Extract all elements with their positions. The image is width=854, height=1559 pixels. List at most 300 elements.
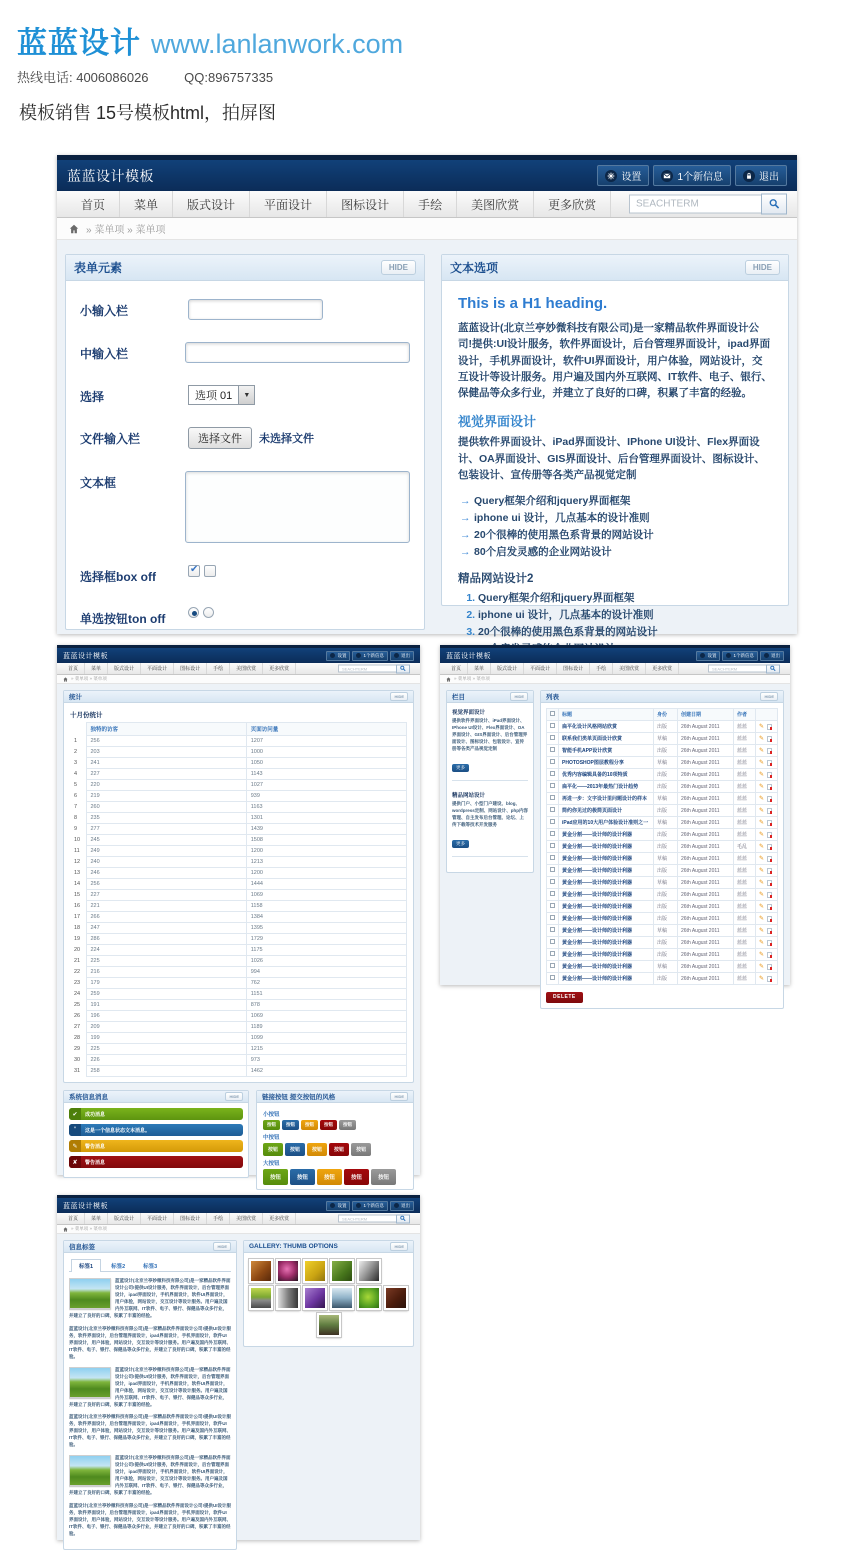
link-button[interactable]: 按钮 [263, 1143, 283, 1156]
link-button[interactable]: 按钮 [371, 1169, 396, 1185]
nav-item[interactable]: 版式设计 [108, 1213, 141, 1224]
stats-row [70, 747, 407, 758]
nav-item[interactable]: 更多欣赏 [263, 1213, 296, 1224]
panel-header [447, 691, 533, 703]
settings-button[interactable] [326, 651, 350, 661]
messages-button[interactable] [653, 165, 731, 186]
stats-row [70, 912, 407, 923]
checkbox-checked[interactable] [188, 565, 200, 577]
field-label: 单选按钮ton off [80, 612, 166, 626]
nav-item[interactable]: 版式设计 [491, 663, 524, 674]
home-icon[interactable] [69, 224, 79, 234]
arrow-link-item[interactable]: → 80个启发灵感的企业网站设计 [458, 544, 772, 561]
search-input[interactable] [338, 1215, 396, 1223]
breadcrumb [57, 675, 420, 684]
breadcrumb-trail[interactable]: » 菜单项 » 菜单项 [71, 1226, 107, 1231]
link-button[interactable]: 按钮 [282, 1120, 299, 1130]
link-button[interactable]: 按钮 [339, 1120, 356, 1130]
edit-pencil-icon[interactable]: ✎ [759, 760, 765, 766]
visitors-cell: 209 [86, 1022, 246, 1033]
delete-button[interactable]: DELETE [546, 992, 583, 1003]
author-cell: 蓝蓝 [734, 853, 756, 865]
landscape-thumbnail[interactable] [69, 1367, 111, 1398]
logout-button[interactable] [390, 651, 414, 661]
title-cell[interactable]: 扁平化设计风格网站欣赏 [559, 721, 654, 733]
tab-3[interactable]: 标签3 [143, 1264, 158, 1270]
link-button[interactable]: 按钮 [329, 1143, 349, 1156]
title-cell[interactable]: iPad应用的10大用户体验设计准则之一 [559, 817, 654, 829]
search-button[interactable] [766, 664, 780, 673]
row-checkbox[interactable] [550, 855, 555, 860]
textarea-field[interactable] [185, 471, 410, 543]
hide-button[interactable]: HIDE [745, 260, 780, 275]
actions-cell [756, 721, 778, 733]
panel-title: 文本选项 [450, 261, 499, 275]
row-checkbox-cell [547, 805, 559, 817]
gear-icon [330, 1203, 335, 1208]
row-checkbox[interactable] [550, 939, 555, 944]
pageviews-cell: 1158 [246, 901, 406, 912]
visitors-cell: 227 [86, 769, 246, 780]
edit-pencil-icon[interactable]: ✎ [759, 832, 765, 838]
author-cell: 蓝蓝 [734, 949, 756, 961]
nav-item[interactable]: 图标设计 [327, 191, 404, 217]
qq-number: QQ:896757335 [184, 70, 274, 85]
hide-button[interactable]: HIDE [381, 260, 416, 275]
row-checkbox[interactable] [550, 879, 555, 884]
delete-page-icon[interactable] [767, 952, 772, 958]
breadcrumb-trail[interactable]: » 菜单项 » 菜单项 [454, 676, 490, 681]
list-heading: 精品网站设计2 [458, 573, 534, 586]
actions-cell [756, 973, 778, 985]
row-checkbox[interactable] [550, 783, 555, 788]
more-button[interactable]: 更多 [452, 764, 469, 772]
delete-page-icon[interactable] [767, 724, 772, 730]
date-column-header[interactable]: 创建日期 [678, 709, 734, 721]
nav-item[interactable]: 首页 [67, 191, 120, 217]
title-cell[interactable]: 简约你见过的极简页面设计 [559, 805, 654, 817]
title-cell[interactable]: 黄金分割——设计师的设计利器 [559, 973, 654, 985]
edit-pencil-icon[interactable]: ✎ [759, 904, 765, 910]
breadcrumb-trail[interactable]: » 菜单项 » 菜单项 [71, 676, 107, 681]
row-checkbox[interactable] [550, 915, 555, 920]
app-brand: 蓝蓝设计模板 [446, 652, 491, 660]
tab-1[interactable]: 标签1 [71, 1259, 101, 1272]
arrow-link-list [458, 493, 772, 560]
landscape-thumbnail[interactable] [69, 1455, 111, 1486]
visitors-column-header[interactable]: 独特的访客 [86, 723, 246, 736]
messages-button[interactable] [352, 1201, 388, 1211]
date-cell: 26th August 2011 [678, 745, 734, 757]
nav-item[interactable]: 美图欣赏 [230, 1213, 263, 1224]
link-button[interactable]: 按钮 [351, 1143, 371, 1156]
actions-cell [756, 913, 778, 925]
hide-button[interactable]: HIDE [390, 1242, 408, 1251]
delete-page-icon[interactable] [767, 892, 772, 898]
nav-item[interactable]: 平面设计 [524, 663, 557, 674]
delete-page-icon[interactable] [767, 808, 772, 814]
delete-page-icon[interactable] [767, 964, 772, 970]
field-label: 文本框 [80, 476, 117, 490]
nav-item[interactable]: 首页 [62, 663, 85, 674]
delete-page-icon[interactable] [767, 772, 772, 778]
row-checkbox[interactable] [550, 975, 555, 980]
link-button[interactable]: 按钮 [344, 1169, 369, 1185]
status-column-header[interactable]: 身份 [654, 709, 678, 721]
edit-pencil-icon[interactable]: ✎ [759, 928, 765, 934]
settings-button[interactable] [597, 165, 649, 186]
more-button[interactable]: 更多 [452, 840, 469, 848]
search-input[interactable] [338, 665, 396, 673]
nav-item[interactable]: 图标设计 [557, 663, 590, 674]
hide-button[interactable]: HIDE [390, 692, 408, 701]
small-input-field[interactable] [188, 299, 323, 320]
table-row [547, 913, 778, 925]
mail-icon [356, 653, 361, 658]
stats-row [70, 934, 407, 945]
row-checkbox[interactable] [550, 747, 555, 752]
delete-page-icon[interactable] [767, 940, 772, 946]
visitors-cell: 245 [86, 835, 246, 846]
nav-item[interactable]: 美图欣赏 [230, 663, 263, 674]
panel-header [244, 1241, 413, 1253]
table-row [547, 865, 778, 877]
delete-page-icon[interactable] [767, 856, 772, 862]
sunflower-photo[interactable] [303, 1259, 327, 1283]
nav-item[interactable]: 手绘 [207, 663, 230, 674]
delete-page-icon[interactable] [767, 832, 772, 838]
home-icon[interactable] [446, 677, 451, 682]
app-header [57, 1198, 420, 1213]
landscape-thumbnail[interactable] [69, 1278, 111, 1309]
title-cell[interactable]: 扁平化——2013年最热门设计趋势 [559, 781, 654, 793]
hide-button[interactable]: HIDE [760, 692, 778, 701]
nav-item[interactable]: 平面设计 [250, 191, 327, 217]
search-box [338, 1214, 410, 1223]
status-cell: 出版 [654, 937, 678, 949]
edit-pencil-icon[interactable]: ✎ [759, 952, 765, 958]
logout-button[interactable] [735, 165, 787, 186]
app-brand: 蓝蓝设计模板 [67, 167, 154, 184]
hide-button[interactable]: HIDE [225, 1092, 243, 1101]
logout-button[interactable] [390, 1201, 414, 1211]
link-button[interactable]: 按钮 [307, 1143, 327, 1156]
radio-unselected[interactable] [203, 607, 214, 618]
pageviews-cell: 1200 [246, 846, 406, 857]
row-checkbox[interactable] [550, 807, 555, 812]
delete-page-icon[interactable] [767, 916, 772, 922]
site-header [17, 18, 403, 86]
search-button[interactable] [396, 1214, 410, 1223]
tab-2[interactable]: 标签2 [111, 1264, 126, 1270]
edit-pencil-icon[interactable]: ✎ [759, 940, 765, 946]
edit-pencil-icon[interactable]: ✎ [759, 808, 765, 814]
link-button[interactable]: 按钮 [263, 1120, 280, 1130]
delete-page-icon[interactable] [767, 844, 772, 850]
date-cell: 26th August 2011 [678, 721, 734, 733]
nav-item[interactable]: 更多欣赏 [646, 663, 679, 674]
table-row [547, 901, 778, 913]
title-cell[interactable]: 黄金分割——设计师的设计利器 [559, 841, 654, 853]
table-row [547, 769, 778, 781]
day-cell: 25 [74, 1002, 81, 1008]
row-checkbox[interactable] [550, 891, 555, 896]
actions-cell [756, 865, 778, 877]
breadcrumb [440, 675, 790, 684]
date-cell: 26th August 2011 [678, 949, 734, 961]
arrow-link-item[interactable]: → iphone ui 设计，几点基本的设计准则 [458, 510, 772, 527]
edit-pencil-icon[interactable]: ✎ [759, 736, 765, 742]
alert-message [69, 1156, 243, 1168]
status-cell: 出版 [654, 745, 678, 757]
row-checkbox[interactable] [550, 735, 555, 740]
row-checkbox[interactable] [550, 927, 555, 932]
title-cell[interactable]: 黄金分割——设计师的设计利器 [559, 829, 654, 841]
day-cell: 10 [74, 837, 81, 843]
nav-item[interactable]: 手绘 [590, 663, 613, 674]
row-checkbox[interactable] [550, 963, 555, 968]
row-checkbox[interactable] [550, 771, 555, 776]
title-cell[interactable]: 再进一步：文字设计里问题设计的样本 [559, 793, 654, 805]
search-button[interactable] [761, 194, 787, 215]
select-all-checkbox[interactable] [550, 711, 555, 716]
panel-title: 系统信息消息 [69, 1094, 108, 1101]
radio-selected[interactable] [188, 607, 199, 618]
lock-icon [743, 170, 755, 182]
nav-item[interactable]: 更多欣赏 [263, 663, 296, 674]
forest-falls-photo[interactable] [317, 1313, 341, 1337]
row-checkbox[interactable] [550, 795, 555, 800]
numbered-link-item[interactable]: 3. 20个很棒的使用黑色系背景的网站设计 [478, 624, 772, 641]
author-column-header[interactable]: 作者 [734, 709, 756, 721]
checkbox-unchecked[interactable] [204, 565, 216, 577]
select-dropdown[interactable] [188, 385, 255, 405]
stats-row [70, 802, 407, 813]
edit-pencil-icon[interactable]: ✎ [759, 856, 765, 862]
medium-input-field[interactable] [185, 342, 410, 363]
parrot-photo[interactable] [357, 1286, 381, 1310]
title-cell[interactable]: 黄金分割——设计师的设计利器 [559, 961, 654, 973]
green-moth-photo[interactable] [330, 1259, 354, 1283]
edit-pencil-icon[interactable]: ✎ [759, 964, 765, 970]
nav-item[interactable]: 平面设计 [141, 663, 174, 674]
settings-button[interactable] [696, 651, 720, 661]
messages-button[interactable] [722, 651, 758, 661]
search-button[interactable] [396, 664, 410, 673]
settings-label: 设置 [707, 652, 717, 658]
title-cell[interactable]: 联系我们类单页面设计欣赏 [559, 733, 654, 745]
sidebar-section [452, 791, 528, 857]
author-cell: 蓝蓝 [734, 745, 756, 757]
nav-item[interactable]: 图标设计 [174, 1213, 207, 1224]
link-button[interactable]: 按钮 [290, 1169, 315, 1185]
edit-pencil-icon[interactable]: ✎ [759, 892, 765, 898]
edit-pencil-icon[interactable]: ✎ [759, 748, 765, 754]
home-icon[interactable] [63, 1227, 68, 1232]
pageviews-column-header[interactable]: 页面访问量 [246, 723, 406, 736]
row-checkbox[interactable] [550, 819, 555, 824]
arrow-link-item[interactable]: → Query框架介绍和jquery界面框架 [458, 493, 772, 510]
link-button[interactable]: 按钮 [263, 1169, 288, 1185]
stats-body [64, 703, 413, 1082]
delete-page-icon[interactable] [767, 748, 772, 754]
day-cell: 14 [74, 881, 81, 887]
messages-button[interactable] [352, 651, 388, 661]
row-checkbox[interactable] [550, 831, 555, 836]
purple-bench-photo[interactable] [303, 1286, 327, 1310]
edit-pencil-icon[interactable]: ✎ [759, 724, 765, 730]
author-cell: 蓝蓝 [734, 889, 756, 901]
search-input[interactable] [708, 665, 766, 673]
gear-icon [605, 170, 617, 182]
bw-corridor-photo[interactable] [357, 1259, 381, 1283]
title-cell[interactable]: 智能手机APP设计欣赏 [559, 745, 654, 757]
autumn-path-photo[interactable] [249, 1259, 273, 1283]
link-button[interactable]: 按钮 [317, 1169, 342, 1185]
bw-steps-photo[interactable] [276, 1286, 300, 1310]
field-label: 文件输入栏 [80, 432, 141, 446]
divider [452, 856, 528, 857]
title-cell[interactable]: 黄金分割——设计师的设计利器 [559, 889, 654, 901]
delete-page-icon[interactable] [767, 868, 772, 874]
nav-item[interactable]: 菜单 [85, 663, 108, 674]
settings-button[interactable] [326, 1201, 350, 1211]
edit-pencil-icon[interactable]: ✎ [759, 820, 765, 826]
day-cell: 28 [74, 1035, 81, 1041]
edit-pencil-icon[interactable]: ✎ [759, 784, 765, 790]
nav-item[interactable]: 平面设计 [141, 1213, 174, 1224]
day-column-header [70, 723, 86, 736]
row-checkbox[interactable] [550, 951, 555, 956]
hide-button[interactable]: HIDE [213, 1242, 231, 1251]
link-button[interactable]: 按钮 [320, 1120, 337, 1130]
nav-item[interactable]: 手绘 [404, 191, 457, 217]
title-cell[interactable]: 黄金分割——设计师的设计利器 [559, 925, 654, 937]
row-checkbox[interactable] [550, 723, 555, 728]
alert-icon: ✎ [69, 1140, 81, 1152]
status-cell: 出版 [654, 913, 678, 925]
visitors-cell: 249 [86, 846, 246, 857]
pageviews-cell: 1069 [246, 1011, 406, 1022]
stats-row [70, 1000, 407, 1011]
edit-pencil-icon[interactable]: ✎ [759, 796, 765, 802]
delete-page-icon[interactable] [767, 760, 772, 766]
nav-item[interactable]: 美图欣赏 [613, 663, 646, 674]
stats-row [70, 923, 407, 934]
delete-page-icon[interactable] [767, 904, 772, 910]
stats-row [70, 956, 407, 967]
nav-item[interactable]: 菜单 [85, 1213, 108, 1224]
row-checkbox[interactable] [550, 759, 555, 764]
app-brand: 蓝蓝设计模板 [63, 1202, 108, 1210]
arrow-link-item[interactable]: → 20个很棒的使用黑色系背景的网站设计 [458, 527, 772, 544]
title-cell[interactable]: 黄金分割——设计师的设计利器 [559, 865, 654, 877]
row-checkbox[interactable] [550, 903, 555, 908]
pageviews-cell: 1163 [246, 802, 406, 813]
title-cell[interactable]: 优秀内容编辑具备的10项特质 [559, 769, 654, 781]
edit-pencil-icon[interactable]: ✎ [759, 844, 765, 850]
delete-page-icon[interactable] [767, 820, 772, 826]
delete-page-icon[interactable] [767, 784, 772, 790]
edit-pencil-icon[interactable]: ✎ [759, 772, 765, 778]
system-messages-panel [63, 1090, 249, 1178]
title-cell[interactable]: PHOTOSHOP图层教程分享 [559, 757, 654, 769]
author-cell: 蓝蓝 [734, 793, 756, 805]
small-buttons-row [263, 1120, 407, 1130]
nav-item[interactable]: 手绘 [207, 1213, 230, 1224]
logout-button[interactable] [760, 651, 784, 661]
edit-pencil-icon[interactable]: ✎ [759, 976, 765, 982]
nav-item[interactable]: 更多欣赏 [534, 191, 611, 217]
nav-item[interactable]: 版式设计 [108, 663, 141, 674]
title-column-header[interactable]: 标题 [559, 709, 654, 721]
barrels-photo[interactable] [384, 1286, 408, 1310]
link-button[interactable]: 按钮 [285, 1143, 305, 1156]
delete-page-icon[interactable] [767, 928, 772, 934]
pink-flower-photo[interactable] [276, 1259, 300, 1283]
search-input[interactable] [629, 195, 761, 214]
title-cell[interactable]: 黄金分割——设计师的设计利器 [559, 901, 654, 913]
home-icon[interactable] [63, 677, 68, 682]
delete-page-icon[interactable] [767, 976, 772, 982]
nav-item[interactable]: 图标设计 [174, 663, 207, 674]
pageviews-cell: 1026 [246, 956, 406, 967]
nav-item[interactable]: 首页 [445, 663, 468, 674]
pageviews-cell: 1462 [246, 1066, 406, 1077]
hide-button[interactable]: HIDE [510, 692, 528, 701]
nav-item[interactable]: 菜单 [120, 191, 173, 217]
title-cell[interactable]: 黄金分割——设计师的设计利器 [559, 913, 654, 925]
edit-pencil-icon[interactable]: ✎ [759, 880, 765, 886]
link-button[interactable]: 按钮 [301, 1120, 318, 1130]
day-cell: 19 [74, 936, 81, 942]
row-checkbox[interactable] [550, 867, 555, 872]
waterfall-photo[interactable] [330, 1286, 354, 1310]
row-checkbox[interactable] [550, 843, 555, 848]
autumn-road-photo[interactable] [249, 1286, 273, 1310]
visitors-cell: 241 [86, 758, 246, 769]
choose-file-button[interactable]: 选择文件 [188, 427, 252, 449]
delete-page-icon[interactable] [767, 736, 772, 742]
sidebar-sections [447, 703, 533, 872]
visitors-cell: 220 [86, 780, 246, 791]
nav-item[interactable]: 美图欣赏 [457, 191, 534, 217]
title-cell[interactable]: 黄金分割——设计师的设计利器 [559, 877, 654, 889]
nav-item[interactable]: 首页 [62, 1213, 85, 1224]
numbered-link-item[interactable]: 2. iphone ui 设计，几点基本的设计准则 [478, 607, 772, 624]
row-checkbox-cell [547, 889, 559, 901]
title-cell[interactable]: 黄金分割——设计师的设计利器 [559, 937, 654, 949]
edit-pencil-icon[interactable]: ✎ [759, 916, 765, 922]
pageviews-cell: 1301 [246, 813, 406, 824]
delete-page-icon[interactable] [767, 796, 772, 802]
breadcrumb-trail[interactable]: » 菜单项 » 菜单项 [86, 225, 166, 236]
nav-item[interactable]: 版式设计 [173, 191, 250, 217]
nav-item[interactable]: 菜单 [468, 663, 491, 674]
day-cell: 23 [74, 980, 81, 986]
visitors-cell: 196 [86, 1011, 246, 1022]
delete-page-icon[interactable] [767, 880, 772, 886]
stats-row [70, 1055, 407, 1066]
title-cell[interactable]: 黄金分割——设计师的设计利器 [559, 949, 654, 961]
day-cell: 2 [74, 749, 78, 755]
status-cell: 草稿 [654, 877, 678, 889]
edit-pencil-icon[interactable]: ✎ [759, 868, 765, 874]
hide-button[interactable]: HIDE [390, 1092, 408, 1101]
numbered-link-item[interactable]: 1. Query框架介绍和jquery界面框架 [478, 590, 772, 607]
info-tabs-panel [63, 1240, 237, 1550]
title-cell[interactable]: 黄金分割——设计师的设计利器 [559, 853, 654, 865]
